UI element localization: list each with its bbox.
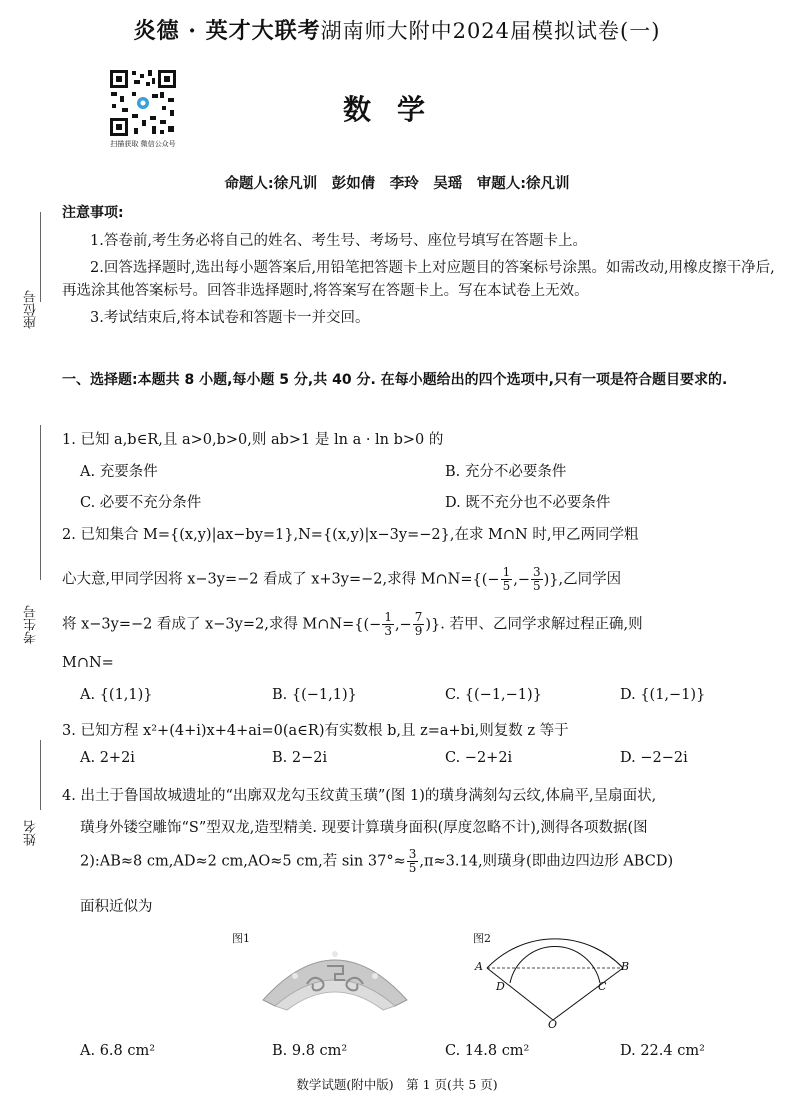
question-2-line2 (62, 566, 782, 593)
question-4-text: ,π≈3.14,则璜身(即曲边四边形 ABCD) (419, 853, 674, 870)
set-sep: ,− (394, 616, 412, 633)
option-b: B. 2−2i (272, 750, 328, 766)
denominator: 3 (384, 624, 392, 639)
denominator: 5 (502, 579, 511, 594)
margin-line (40, 740, 41, 810)
exam-title: 湖南师大附中2024届模拟试卷(一) (320, 19, 661, 43)
option-b: B. 9.8 cm² (272, 1043, 348, 1059)
set-open: {(− (472, 571, 500, 588)
note-item: 1.答卷前,考生务必将自己的姓名、考生号、考场号、座位号填写在答题卡上。 (90, 232, 587, 249)
numerator: 1 (502, 565, 511, 579)
option-d: D. −2−2i (620, 750, 688, 766)
jade-pendant-image (255, 932, 415, 1018)
option-a: A. 充要条件 (80, 464, 158, 480)
question-4-line2: 璜身外镂空雕饰“S”型双龙,造型精美. 现要计算璜身面积(厚度忽略不计),测得各项数据(图 (80, 820, 648, 836)
option-a: A. 6.8 cm² (80, 1043, 156, 1059)
question-2-line3 (62, 611, 782, 638)
set-answer-1 (472, 565, 559, 594)
figure-2-label: 图2 (473, 932, 491, 945)
fraction (382, 611, 394, 638)
set-answer-2 (354, 610, 441, 639)
option-c: C. 14.8 cm² (445, 1043, 530, 1059)
point-d-label: D (496, 980, 505, 993)
fraction (407, 848, 419, 875)
question-2-text: . 若甲、乙同学求解过程正确,则 (440, 616, 643, 633)
exam-header (0, 14, 794, 45)
question-2-text: 将 x−3y=−2 看成了 x−3y=2,求得 M∩N= (62, 616, 355, 633)
question-2-text: 心大意,甲同学因将 x−3y=−2 看成了 x+3y=−2,求得 M∩N= (62, 571, 473, 588)
section-heading: 一、选择题:本题共 8 小题,每小题 5 分,共 40 分. 在每小题给出的四个选项中,只有一项是符合题目要求的. (62, 372, 728, 388)
option-d: D. 既不充分也不必要条件 (445, 495, 611, 511)
numerator: 1 (384, 610, 392, 624)
exam-number-label: 考生号 (24, 605, 39, 644)
set-close: )} (425, 616, 441, 633)
page-footer: 数学试题(附中版) 第 1 页(共 5 页) (296, 1077, 498, 1092)
question-1-stem: 1. 已知 a,b∈R,且 a>0,b>0,则 ab>1 是 ln a · ln b>0 的 (62, 432, 444, 448)
fraction (531, 566, 543, 593)
question-4-line3 (62, 848, 782, 875)
set-close: )} (543, 571, 559, 588)
numerator: 3 (532, 565, 541, 579)
question-4-text: 2):AB≈8 cm,AD≈2 cm,AO≈5 cm,若 sin 37°≈ (80, 853, 406, 870)
margin-line (40, 212, 41, 302)
option-b: B. {(−1,1)} (272, 687, 357, 703)
point-c-label: C (598, 980, 607, 993)
question-4-line1: 4. 出土于鲁国故城遗址的“出廓双龙勾玉纹黄玉璜”(图 1)的璜身满刻勾云纹,体扁平,呈扇面状, (62, 788, 657, 804)
question-2-line4: M∩N= (62, 655, 114, 671)
option-c: C. {(−1,−1)} (445, 687, 542, 703)
option-b: B. 充分不必要条件 (445, 464, 567, 480)
option-c: C. −2+2i (445, 750, 513, 766)
denominator: 5 (532, 579, 541, 594)
note-item: 3.考试结束后,将本试卷和答题卡一并交回。 (90, 310, 370, 327)
point-o-label: O (548, 1018, 558, 1031)
option-d: D. {(1,−1)} (620, 687, 706, 703)
denominator: 5 (408, 861, 417, 876)
question-4-line4: 面积近似为 (80, 899, 153, 915)
exam-notes (62, 203, 782, 330)
fraction (413, 611, 425, 638)
point-a-label: A (475, 960, 483, 973)
qr-caption: 扫描获取 微信公众号 (110, 140, 176, 148)
margin-line (40, 425, 41, 580)
option-d: D. 22.4 cm² (620, 1043, 705, 1059)
point-b-label: B (621, 960, 630, 973)
name-label: 姓名 (24, 820, 39, 846)
seat-label: 座位号 (24, 290, 39, 329)
notes-title: 注意事项: (62, 205, 124, 221)
question-2-line1: 2. 已知集合 M={(x,y)|ax−by=1},N={(x,y)|x−3y=−2},在求 M∩N 时,甲乙两同学粗 (62, 527, 639, 543)
option-a: A. 2+2i (80, 750, 135, 766)
brand-name: 炎德 · 英才大联考 (133, 18, 321, 44)
numerator: 7 (414, 610, 423, 624)
authors-line: 命题人:徐凡训 彭如倩 李玲 吴瑶 审题人:徐凡训 (224, 176, 570, 192)
option-a: A. {(1,1)} (80, 687, 153, 703)
subject-title: 数学 (342, 93, 451, 126)
set-open: {(− (354, 616, 382, 633)
fraction (501, 566, 513, 593)
figure-1-label: 图1 (232, 932, 250, 945)
note-item: 2.回答选择题时,选出每小题答案后,用铅笔把答题卡上对应题目的答案标号涂黑。如需改动,用橡皮擦干净后,再选涂其他答案标号。回答非选择题时,将答案写在答题卡上。写在本试卷上无效。 (62, 260, 775, 299)
set-sep: ,− (513, 571, 530, 588)
numerator: 3 (408, 847, 417, 861)
denominator: 9 (414, 624, 423, 639)
question-3-stem: 3. 已知方程 x²+(4+i)x+4+ai=0(a∈R)有实数根 b,且 z=a+bi,则复数 z 等于 (62, 723, 569, 739)
option-c: C. 必要不充分条件 (80, 495, 202, 511)
question-2-text: ,乙同学因 (558, 571, 622, 588)
